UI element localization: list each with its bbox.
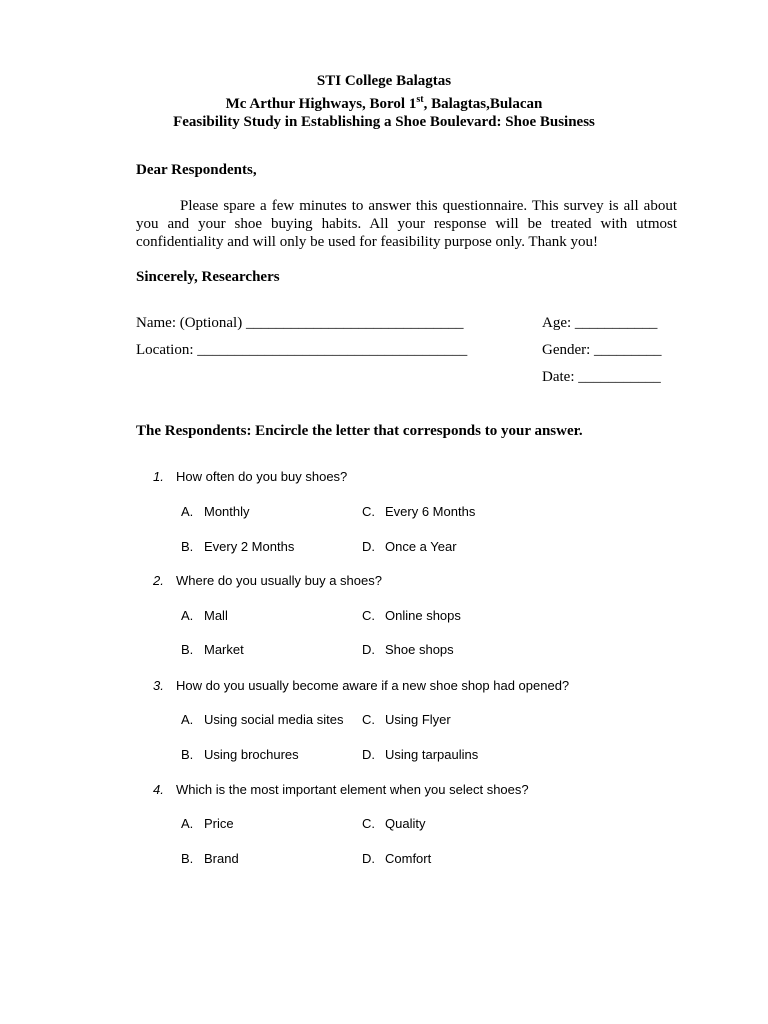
option-letter: C. — [362, 504, 375, 519]
option-text: Every 6 Months — [385, 504, 476, 519]
option-text: Mall — [204, 608, 228, 623]
option-letter: B. — [181, 747, 194, 762]
question-text: Which is the most important element when you select shoes? — [176, 782, 529, 797]
option-letter: A. — [181, 816, 194, 831]
gender-field[interactable]: Gender: _________ — [542, 342, 662, 358]
option-2b[interactable] — [181, 642, 244, 657]
option-text: Brand — [204, 851, 239, 866]
option-text: Once a Year — [385, 539, 457, 554]
option-text: Using Flyer — [385, 712, 451, 727]
option-1d[interactable] — [362, 539, 457, 554]
instructions: The Respondents: Encircle the letter that corresponds to your answer. — [136, 423, 583, 439]
date-field[interactable]: Date: ___________ — [542, 369, 661, 385]
option-4b[interactable] — [181, 851, 239, 866]
age-field[interactable]: Age: ___________ — [542, 315, 658, 331]
question-1 — [153, 469, 347, 484]
option-text: Online shops — [385, 608, 461, 623]
question-number: 4. — [153, 782, 164, 797]
option-4a[interactable] — [181, 816, 234, 831]
option-4c[interactable] — [362, 816, 425, 831]
option-3b[interactable] — [181, 747, 299, 762]
option-letter: C. — [362, 712, 375, 727]
address-ordinal-suffix: st — [416, 93, 424, 105]
option-4d[interactable] — [362, 851, 431, 866]
question-text: How often do you buy shoes? — [176, 469, 348, 484]
location-field[interactable]: Location: ____________________________________ — [136, 342, 468, 358]
option-letter: B. — [181, 851, 194, 866]
option-2a[interactable] — [181, 608, 228, 623]
option-text: Using tarpaulins — [385, 747, 479, 762]
option-letter: D. — [362, 851, 375, 866]
option-letter: D. — [362, 747, 375, 762]
option-3d[interactable] — [362, 747, 478, 762]
intro-paragraph: Please spare a few minutes to answer this questionnaire. This survey is all about you and your shoe buying habits. All your response will be treated with utmost confidentiality and will only be used for feasibility purpose only. Thank you! — [136, 198, 677, 250]
option-3a[interactable] — [181, 712, 343, 727]
option-letter: D. — [362, 642, 375, 657]
option-letter: C. — [362, 608, 375, 623]
question-text: Where do you usually buy a shoes? — [176, 573, 382, 588]
option-text: Monthly — [204, 504, 250, 519]
option-text: Using brochures — [204, 747, 299, 762]
option-text: Quality — [385, 816, 426, 831]
study-title: Feasibility Study in Establishing a Shoe Boulevard: Shoe Business — [173, 114, 595, 130]
question-number: 1. — [153, 469, 164, 484]
question-2 — [153, 573, 382, 588]
option-letter: B. — [181, 539, 194, 554]
option-text: Every 2 Months — [204, 539, 295, 554]
option-letter: B. — [181, 642, 194, 657]
option-text: Market — [204, 642, 244, 657]
signoff: Sincerely, Researchers — [136, 269, 280, 285]
salutation: Dear Respondents, — [136, 162, 257, 178]
address-text: Mc Arthur Highways, Borol 1 — [225, 95, 417, 112]
option-letter: A. — [181, 504, 194, 519]
question-number: 2. — [153, 573, 164, 588]
question-3 — [153, 678, 569, 693]
option-letter: D. — [362, 539, 375, 554]
option-text: Using social media sites — [204, 712, 344, 727]
question-number: 3. — [153, 678, 164, 693]
option-letter: A. — [181, 712, 194, 727]
question-4 — [153, 782, 529, 797]
option-text: Price — [204, 816, 234, 831]
option-2c[interactable] — [362, 608, 461, 623]
address-text-rest: , Balagtas,Bulacan — [423, 95, 543, 112]
option-1a[interactable] — [181, 504, 250, 519]
option-3c[interactable] — [362, 712, 451, 727]
option-1c[interactable] — [362, 504, 475, 519]
option-1b[interactable] — [181, 539, 294, 554]
option-2d[interactable] — [362, 642, 454, 657]
option-text: Comfort — [385, 851, 432, 866]
option-letter: A. — [181, 608, 194, 623]
question-text: How do you usually become aware if a new shoe shop had opened? — [176, 678, 570, 693]
college-address — [0, 91, 768, 114]
option-letter: C. — [362, 816, 375, 831]
name-field[interactable]: Name: (Optional) _____________________________ — [136, 315, 464, 331]
college-name: STI College Balagtas — [316, 73, 452, 89]
document-header — [0, 72, 768, 132]
option-text: Shoe shops — [385, 642, 454, 657]
